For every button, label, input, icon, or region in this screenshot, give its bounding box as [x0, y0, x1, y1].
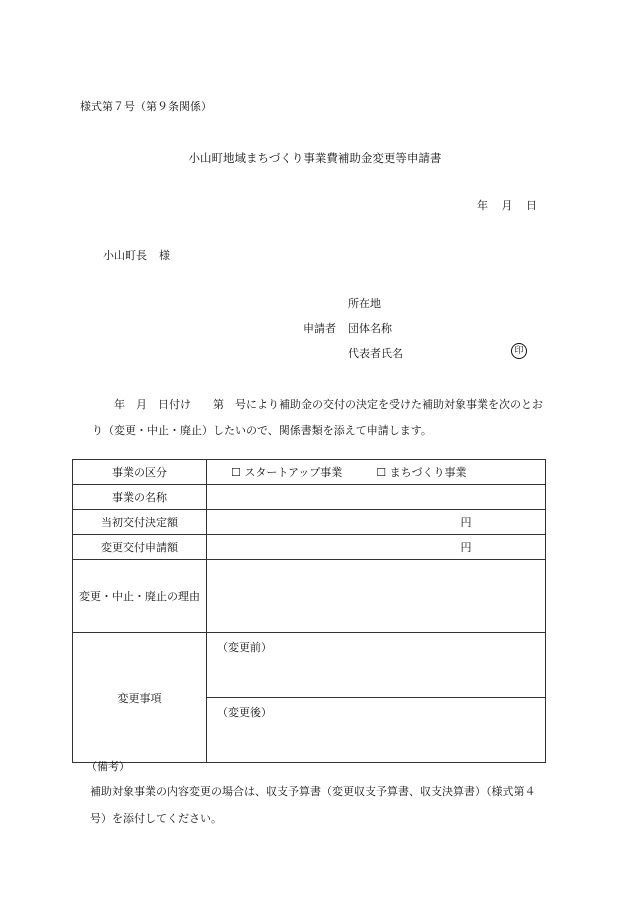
after-change-field[interactable]: （変更後）	[207, 698, 546, 763]
category-options	[207, 460, 546, 485]
request-statement: 年 月 日付け 第 号により補助金の交付の決定を受けた補助対象事業を次のとおり（変更・中止・廃止）したいので、関係書類を添えて申請します。	[92, 398, 543, 437]
table-row	[73, 560, 546, 633]
category-label: 事業の区分	[73, 460, 207, 485]
startup-checkbox[interactable]: ☐ スタートアップ事業	[231, 466, 343, 479]
notes-text: 補助対象事業の内容変更の場合は、収支予算書（変更収支予算書、収支決算書）（様式第４号）を添付してください。	[90, 785, 536, 825]
machizukuri-checkbox[interactable]: ☐ まちづくり事業	[376, 466, 467, 479]
project-name-field[interactable]	[207, 485, 546, 510]
addressee	[103, 247, 170, 263]
document-title: 小山町地域まちづくり事業費補助金変更等申請書	[188, 151, 442, 165]
representative-label: 代表者氏名	[348, 347, 403, 360]
initial-amount-field[interactable]: 円	[207, 510, 546, 535]
change-amount-label: 変更交付申請額	[73, 535, 207, 560]
form-number: 様式第７号（第９条関係）	[80, 100, 212, 113]
before-change-field[interactable]: （変更前）	[207, 633, 546, 698]
addressee-name: 小山町長	[103, 249, 147, 262]
application-table	[72, 459, 546, 763]
applicant-label: 申請者	[303, 322, 336, 335]
date-month: 月	[501, 199, 513, 212]
notes-heading: （備考）	[86, 760, 130, 773]
table-row	[73, 510, 546, 535]
addressee-honorific: 様	[159, 249, 170, 262]
table-row	[73, 460, 546, 485]
change-amount-field[interactable]: 円	[207, 535, 546, 560]
org-name-label: 団体名称	[348, 322, 392, 335]
date-line	[477, 197, 537, 213]
date-year: 年	[477, 199, 488, 212]
reason-field[interactable]	[207, 560, 546, 633]
address-label: 所在地	[348, 297, 381, 310]
project-name-label: 事業の名称	[73, 485, 207, 510]
reason-label: 変更・中止・廃止の理由	[73, 560, 207, 633]
table-row	[73, 535, 546, 560]
initial-amount-label: 当初交付決定額	[73, 510, 207, 535]
changes-label: 変更事項	[73, 633, 207, 763]
table-row	[73, 633, 546, 698]
table-row	[73, 485, 546, 510]
seal-mark: 印	[511, 343, 527, 359]
date-day: 日	[526, 199, 537, 212]
